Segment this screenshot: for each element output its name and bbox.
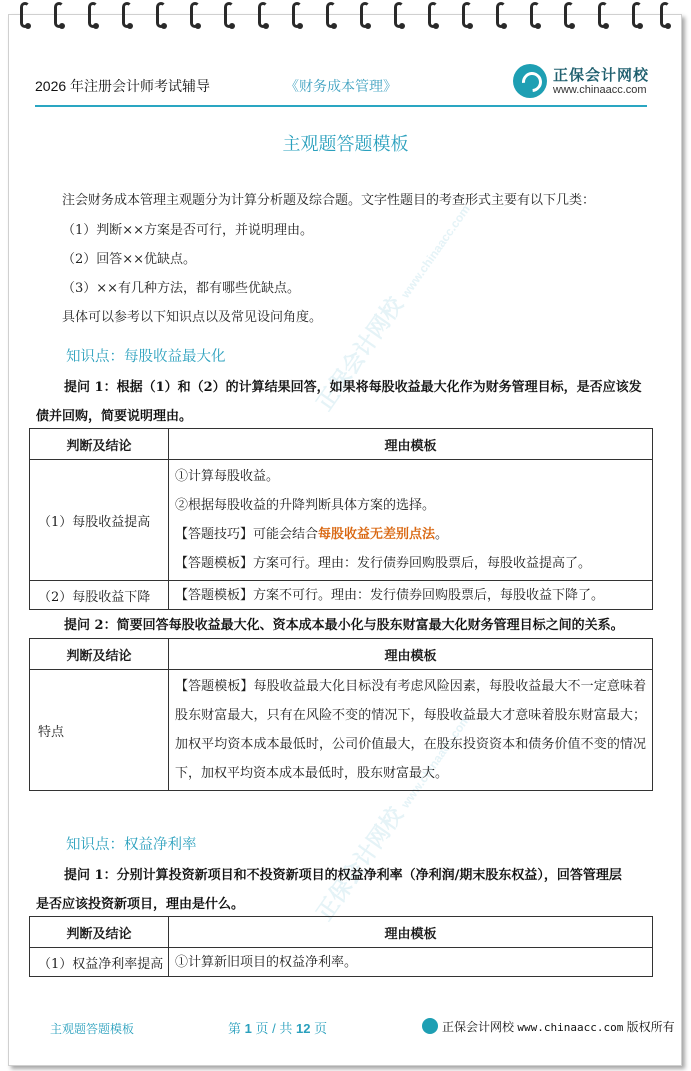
- page-title: 主观题答题模板: [282, 134, 409, 154]
- intro-paragraph: 注会财务成本管理主观题分为计算分析题及综合题。文字性题目的考查形式主要有以下几类：: [62, 193, 596, 208]
- question-text: 提问 1：根据（1）和（2）的计算结果回答，如果将每股收益最大化作为财务管理目标，是否应该发: [64, 380, 642, 395]
- table-cell: 【答题模板】每股收益最大化目标没有考虑风险因素，每股收益最大不一定意味着股东财富最大，只有在风险不变的情况下，每股收益最大才意味着股东财富最大；加权平均资本成本最低时，公司价值最大，在股东投资资本和债务价值不变的情况下，加权平均资本成本最低时，股东财富最大。: [169, 670, 653, 791]
- page-text: 页 / 共: [255, 1021, 293, 1036]
- answer-table: [29, 638, 653, 791]
- table-header-row: [30, 429, 653, 460]
- watermark: 正保会计网校 www.chinaacc.com: [311, 712, 473, 925]
- knowledge-point-heading: 知识点：每股收益最大化: [66, 349, 226, 365]
- book-title: 《财务成本管理》: [285, 79, 397, 95]
- footer-doc-title: 主观题答题模板: [50, 1022, 135, 1036]
- ring-icon: [292, 2, 302, 28]
- intro-paragraph: 具体可以参考以下知识点以及常见设问角度。: [62, 310, 323, 325]
- intro-item: （2）回答××优缺点。: [62, 252, 197, 267]
- ring-icon: [326, 2, 336, 28]
- answer-table: [29, 428, 653, 610]
- tip-text: 。: [435, 527, 449, 542]
- table-line: ①计算新旧项目的权益净利率。: [175, 954, 358, 970]
- page-total: 12: [295, 1021, 311, 1036]
- spiral-binding: [20, 0, 670, 36]
- ring-icon: [122, 2, 132, 28]
- ring-icon: [258, 2, 268, 28]
- page-indicator: [228, 1018, 327, 1037]
- ring-icon: [496, 2, 506, 28]
- question-text: 是否应该投资新项目，理由是什么。: [36, 897, 245, 912]
- footer-brand: [422, 1018, 675, 1035]
- column-header: 判断及结论: [30, 429, 169, 460]
- table-row: [30, 460, 653, 581]
- ring-icon: [88, 2, 98, 28]
- intro-item: （1）判断××方案是否可行，并说明理由。: [62, 223, 314, 238]
- ring-icon: [224, 2, 234, 28]
- tip-text: 【答题技巧】可能会结合: [175, 527, 319, 542]
- ring-icon: [190, 2, 200, 28]
- ring-icon: [394, 2, 404, 28]
- table-header-row: [30, 639, 653, 670]
- logo-url: www.chinaacc.com: [553, 84, 647, 96]
- table-cell: 特点: [30, 670, 169, 791]
- page-text: 页: [314, 1021, 328, 1036]
- page-number: 1: [244, 1021, 252, 1036]
- logo-icon: [513, 64, 547, 98]
- table-cell: [169, 460, 653, 581]
- table-line: 【答题模板】方案不可行。理由：发行债券回购股票后，每股收益下降了。: [175, 587, 605, 603]
- column-header: 理由模板: [169, 639, 653, 670]
- brand-logo: [513, 62, 653, 102]
- ring-icon: [428, 2, 438, 28]
- brand-url: www.chinaacc.com: [517, 1021, 624, 1034]
- intro-item: （3）××有几种方法，都有哪些优缺点。: [62, 281, 301, 296]
- table-row: [30, 581, 653, 610]
- table-cell: （1）每股收益提高: [30, 460, 169, 581]
- ring-icon: [20, 2, 30, 28]
- table-cell: [169, 948, 653, 977]
- column-header: 判断及结论: [30, 639, 169, 670]
- table-cell: （1）权益净利率提高: [30, 948, 169, 977]
- table-row: [30, 670, 653, 791]
- exam-title: 2026 年注册会计师考试辅导: [35, 78, 211, 94]
- question-text: 提问 2：简要回答每股收益最大化、资本成本最小化与股东财富最大化财务管理目标之间的关系。: [64, 618, 624, 633]
- table-row: [30, 948, 653, 977]
- ring-icon: [660, 2, 670, 28]
- knowledge-point-heading: 知识点：权益净利率: [66, 837, 197, 853]
- ring-icon: [530, 2, 540, 28]
- question-text: 提问 1：分别计算投资新项目和不投资新项目的权益净利率（净利润/期末股东权益），回答管理层: [64, 868, 622, 883]
- ring-icon: [564, 2, 574, 28]
- page-footer: [50, 1018, 675, 1038]
- watermark: 正保会计网校 www.chinaacc.com: [311, 202, 473, 415]
- page-header: [35, 67, 650, 108]
- column-header: 判断及结论: [30, 917, 169, 948]
- column-header: 理由模板: [169, 429, 653, 460]
- ring-icon: [54, 2, 64, 28]
- brand-icon: [422, 1018, 438, 1034]
- answer-table: [29, 916, 653, 977]
- page-text: 第: [228, 1021, 242, 1036]
- table-line: ①计算每股收益。: [175, 469, 280, 484]
- header-divider: [35, 105, 647, 107]
- brand-name: 正保会计网校: [442, 1020, 515, 1034]
- ring-icon: [632, 2, 642, 28]
- table-header-row: [30, 917, 653, 948]
- question-text: 债并回购，简要说明理由。: [36, 409, 193, 424]
- table-cell: [169, 581, 653, 610]
- logo-name: 正保会计网校: [553, 67, 650, 84]
- ring-icon: [156, 2, 166, 28]
- ring-icon: [598, 2, 608, 28]
- table-cell: （2）每股收益下降: [30, 581, 169, 610]
- table-line: ②根据每股收益的升降判断具体方案的选择。: [175, 498, 436, 513]
- table-line: 【答题模板】方案可行。理由：发行债券回购股票后，每股收益提高了。: [175, 556, 592, 571]
- highlight-text: 每股收益无差别点法: [318, 527, 436, 542]
- ring-icon: [462, 2, 472, 28]
- ring-icon: [360, 2, 370, 28]
- column-header: 理由模板: [169, 917, 653, 948]
- table-line: [169, 520, 652, 549]
- copyright-text: 版权所有: [626, 1020, 675, 1034]
